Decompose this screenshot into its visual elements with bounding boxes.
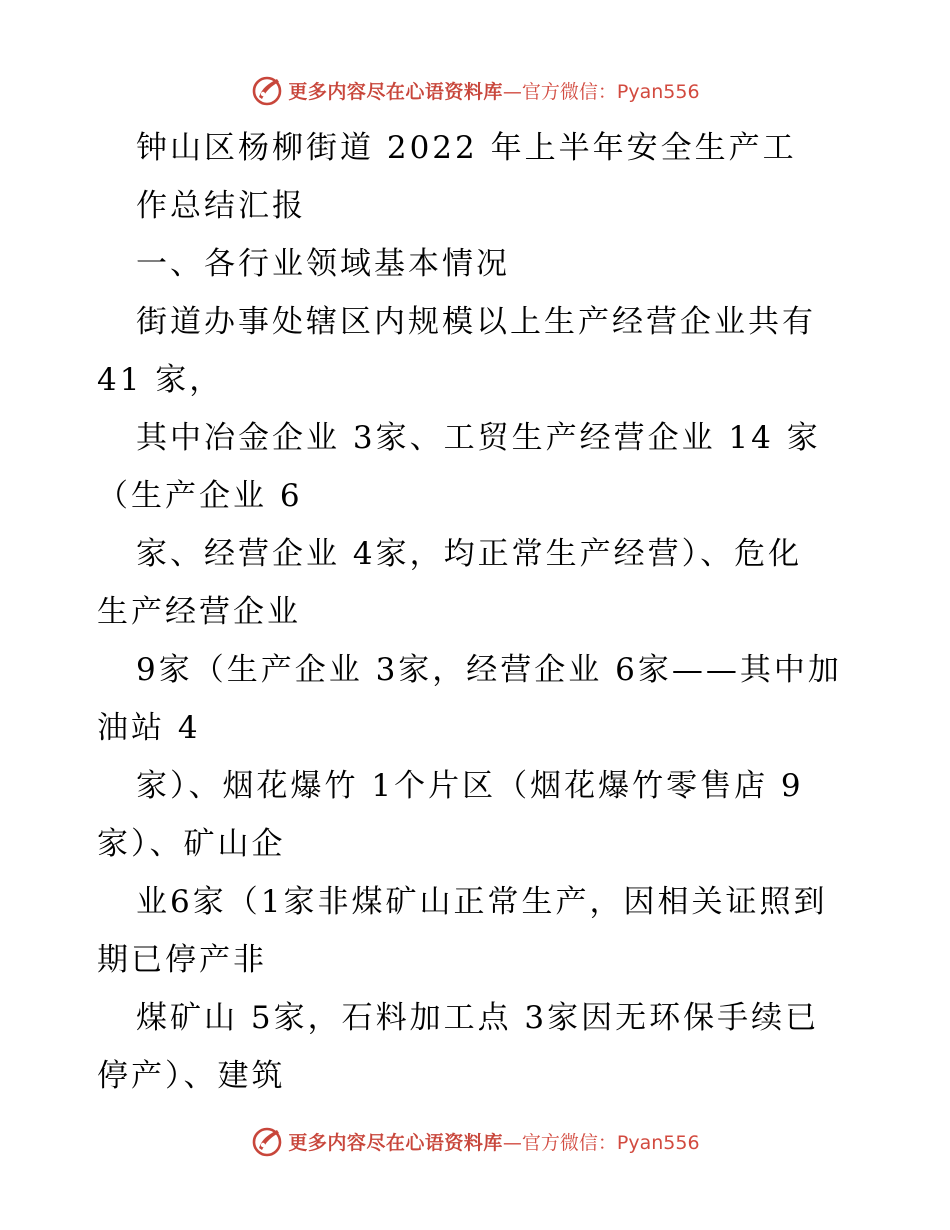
paragraph-line: 业6家（1家非煤矿山正常生产，因相关证照到 (136, 884, 828, 920)
paragraph-line: 9家（生产企业 3家，经营企业 6家——其中加 (136, 652, 842, 688)
doc-title-line-2: 作总结汇报 (136, 188, 306, 224)
paragraph-line: （生产企业 6 (97, 478, 303, 514)
doc-title-line-1: 钟山区杨柳街道 2022 年上半年安全生产工 (136, 130, 797, 166)
paragraph-line: 41 家， (97, 362, 224, 398)
paragraph-line: 家）、烟花爆竹 1个片区（烟花爆竹零售店 9 (136, 768, 804, 804)
paragraph-line: 其中冶金企业 3家、工贸生产经营企业 14 家 (136, 420, 821, 456)
brand-logo-icon (250, 1124, 284, 1158)
paragraph-line: 家、经营企业 4家，均正常生产经营）、危化 (136, 536, 803, 572)
footer-watermark-banner (0, 1121, 950, 1161)
paragraph-line: 生产经营企业 (97, 594, 301, 630)
banner-wechat-text: —官方微信：Pyan556 (502, 1131, 700, 1154)
banner-main-text: 更多内容尽在心语资料库 (288, 1131, 503, 1154)
banner-main-text: 更多内容尽在心语资料库 (288, 80, 503, 103)
paragraph-line: 街道办事处辖区内规模以上生产经营企业共有 (136, 304, 816, 340)
banner-wechat-text: —官方微信：Pyan556 (502, 80, 700, 103)
paragraph-line: 家）、矿山企 (97, 826, 286, 862)
section-heading: 一、各行业领域基本情况 (136, 246, 510, 282)
paragraph-line: 停产）、建筑 (97, 1058, 286, 1094)
paragraph-line: 油站 4 (97, 710, 201, 746)
paragraph-line: 期已停产非 (97, 942, 267, 978)
paragraph-line: 煤矿山 5家，石料加工点 3家因无环保手续已 (136, 1000, 820, 1036)
